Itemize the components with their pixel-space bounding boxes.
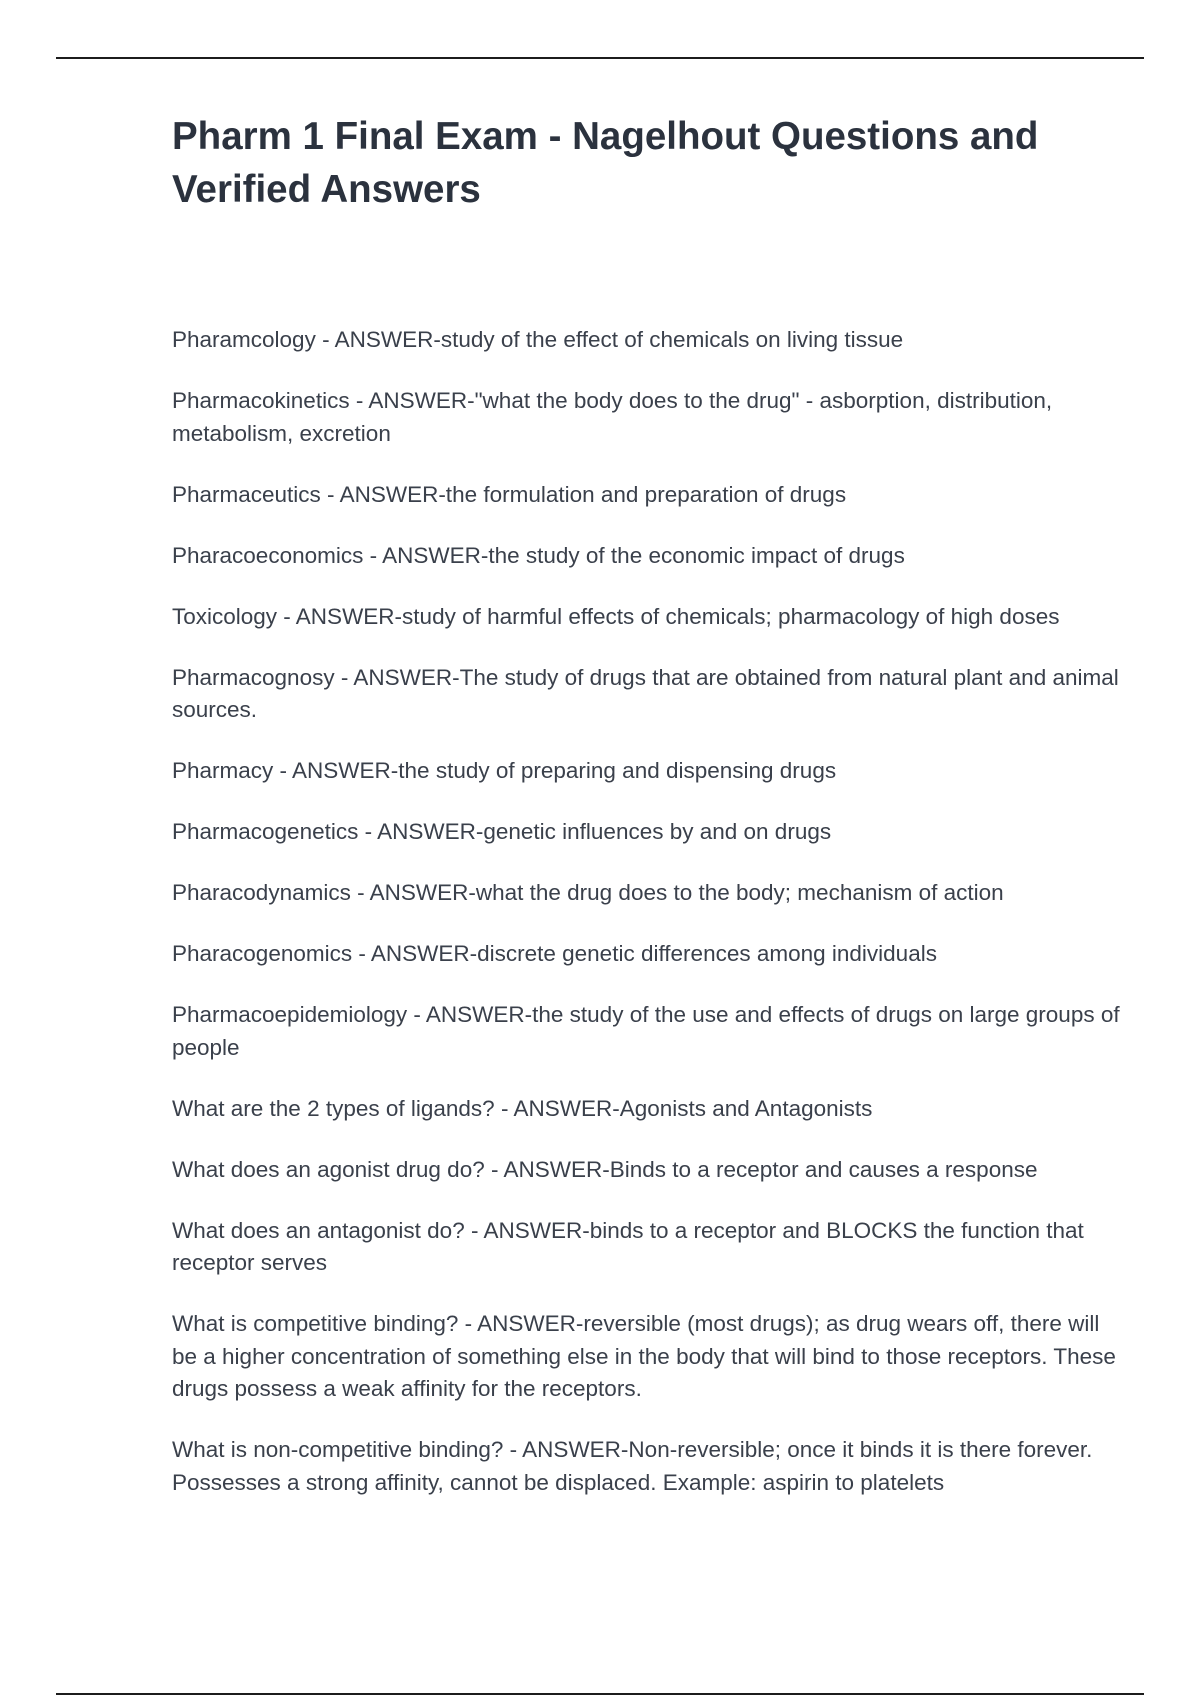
- qa-item: Pharmacoepidemiology - ANSWER-the study of the use and effects of drugs on large groups of people: [172, 1002, 1120, 1060]
- qa-item: Pharacogenomics - ANSWER-discrete genetic differences among individuals: [172, 941, 937, 966]
- qa-item: What is competitive binding? - ANSWER-reversible (most drugs); as drug wears off, there will be a higher concentration of something else in the body that will bind to those receptors. These drugs possess a weak affinity for the receptors.: [172, 1311, 1116, 1401]
- qa-item: Toxicology - ANSWER-study of harmful effects of chemicals; pharmacology of high doses: [172, 603, 1060, 629]
- qa-item: What is non-competitive binding? - ANSWER-Non-reversible; once it binds it is there forever. Possesses a strong affinity, cannot be displaced. Example: aspirin to platelets: [172, 1437, 1093, 1495]
- qa-item: Pharmacokinetics - ANSWER-"what the body does to the drug" - asborption, distribution, metabolism, excretion: [172, 388, 1053, 446]
- bottom-divider: [56, 1693, 1144, 1695]
- qa-list: [172, 324, 1122, 1499]
- qa-item: Pharmacogenetics - ANSWER-genetic influences by and on drugs: [172, 819, 832, 844]
- qa-item: What does an agonist drug do? - ANSWER-Binds to a receptor and causes a response: [172, 1156, 1038, 1182]
- document-title: Pharm 1 Final Exam - Nagelhout Questions and Verified Answers: [172, 115, 1039, 211]
- qa-item: What are the 2 types of ligands? - ANSWER-Agonists and Antagonists: [172, 1095, 873, 1121]
- qa-item: Pharmacy - ANSWER-the study of preparing and dispensing drugs: [172, 758, 837, 783]
- document-body: [172, 110, 1122, 1528]
- qa-item: Pharmaceutics - ANSWER-the formulation and preparation of drugs: [172, 481, 847, 507]
- top-divider: [56, 57, 1144, 59]
- qa-item: Pharacoeconomics - ANSWER-the study of the economic impact of drugs: [172, 542, 905, 568]
- qa-item: Pharamcology - ANSWER-study of the effect of chemicals on living tissue: [172, 327, 904, 352]
- qa-item: What does an antagonist do? - ANSWER-binds to a receptor and BLOCKS the function that receptor serves: [172, 1217, 1084, 1275]
- qa-item: Pharacodynamics - ANSWER-what the drug does to the body; mechanism of action: [172, 880, 1004, 905]
- qa-item: Pharmacognosy - ANSWER-The study of drugs that are obtained from natural plant and animal sources.: [172, 664, 1119, 722]
